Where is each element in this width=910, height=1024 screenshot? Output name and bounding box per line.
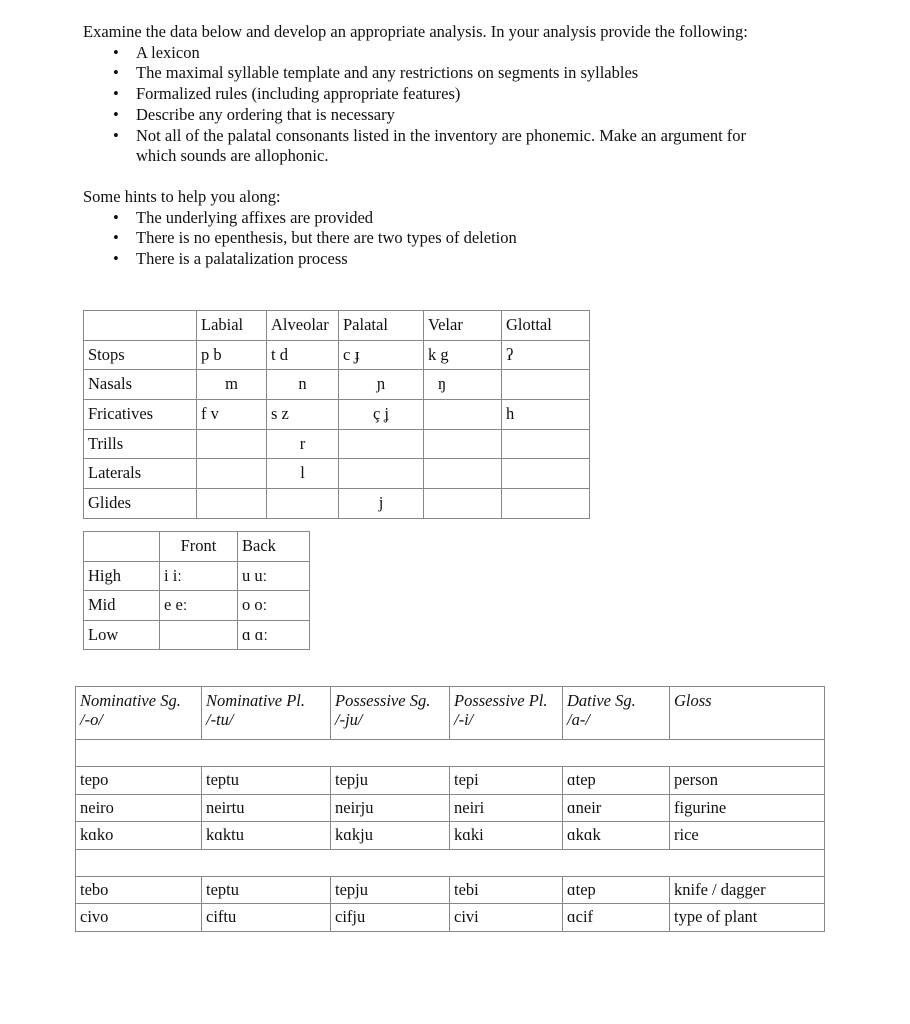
table-cell: civo: [76, 904, 202, 932]
table-header: Palatal: [339, 311, 424, 341]
column-name: Possessive Sg.: [335, 691, 431, 710]
table-cell: t d: [267, 340, 339, 370]
table-cell: k g: [424, 340, 502, 370]
table-cell: u uː: [238, 561, 310, 591]
table-header: Velar: [424, 311, 502, 341]
table-header: [670, 687, 825, 740]
column-name: Nominative Sg.: [80, 691, 181, 710]
table-row: [84, 429, 590, 459]
table-cell: neiri: [450, 794, 563, 822]
table-row: [76, 767, 825, 795]
table-cell: p b: [197, 340, 267, 370]
table-cell: [267, 489, 339, 519]
table-cell: tepju: [331, 876, 450, 904]
column-name: Nominative Pl.: [206, 691, 305, 710]
table-row: [84, 591, 310, 621]
table-row: [84, 370, 590, 400]
table-cell: [502, 429, 590, 459]
table-cell: ŋ: [424, 370, 502, 400]
table-header: Alveolar: [267, 311, 339, 341]
column-affix: /-o/: [80, 710, 103, 729]
paradigm-data-table: [75, 686, 825, 932]
row-label: Fricatives: [84, 400, 197, 430]
table-header-row: [76, 687, 825, 740]
table-cell: h: [502, 400, 590, 430]
table-cell: civi: [450, 904, 563, 932]
row-label: Laterals: [84, 459, 197, 489]
row-label: Mid: [84, 591, 160, 621]
table-row: [84, 400, 590, 430]
table-cell: tepju: [331, 767, 450, 795]
table-header: [76, 687, 202, 740]
table-row: [76, 876, 825, 904]
table-cell: neiro: [76, 794, 202, 822]
table-cell: cifju: [331, 904, 450, 932]
table-row: [84, 459, 590, 489]
hints-block: [83, 187, 517, 270]
table-header: [563, 687, 670, 740]
table-cell: s z: [267, 400, 339, 430]
table-cell: n: [267, 370, 339, 400]
table-cell: i iː: [160, 561, 238, 591]
column-affix: /a-/: [567, 710, 590, 729]
table-cell: [197, 429, 267, 459]
table-cell: l: [267, 459, 339, 489]
table-cell: [160, 620, 238, 650]
table-row: [76, 822, 825, 850]
table-cell: [76, 740, 825, 767]
table-header: [331, 687, 450, 740]
table-cell: j: [339, 489, 424, 519]
table-cell: [84, 311, 197, 341]
table-header: Front: [160, 532, 238, 562]
table-cell: tepi: [450, 767, 563, 795]
table-row: [84, 340, 590, 370]
table-cell: ciftu: [202, 904, 331, 932]
row-label: Glides: [84, 489, 197, 519]
column-affix: /-i/: [454, 710, 474, 729]
table-cell: kɑktu: [202, 822, 331, 850]
list-item-text: Not all of the palatal consonants listed in the inventory are phonemic. Make an argument for: [136, 125, 747, 145]
table-row: [84, 561, 310, 591]
column-name: Gloss: [674, 691, 712, 710]
table-cell: c ɟ: [339, 340, 424, 370]
table-cell: figurine: [670, 794, 825, 822]
table-cell: neirtu: [202, 794, 331, 822]
hints-list: [83, 208, 517, 270]
table-row: [76, 904, 825, 932]
table-cell: kɑkju: [331, 822, 450, 850]
spacer-row: [76, 849, 825, 876]
table-cell: [424, 400, 502, 430]
table-cell: [339, 429, 424, 459]
list-item: • There is no epenthesis, but there are two types of deletion: [83, 228, 517, 249]
row-label: Low: [84, 620, 160, 650]
table-header: Glottal: [502, 311, 590, 341]
table-row: [84, 489, 590, 519]
instructions-list: [83, 43, 748, 167]
list-item: [83, 126, 748, 167]
table-cell: [424, 429, 502, 459]
table-cell: ɑtep: [563, 767, 670, 795]
table-cell: tebo: [76, 876, 202, 904]
instructions-block: [83, 22, 748, 167]
list-item: • Formalized rules (including appropriate features): [83, 84, 748, 105]
column-name: Dative Sg.: [567, 691, 636, 710]
table-cell: person: [670, 767, 825, 795]
hints-heading: Some hints to help you along:: [83, 187, 281, 206]
table-cell: ɑneir: [563, 794, 670, 822]
row-label: High: [84, 561, 160, 591]
table-cell: kɑko: [76, 822, 202, 850]
table-header: Labial: [197, 311, 267, 341]
table-header-row: [84, 311, 590, 341]
row-label: Trills: [84, 429, 197, 459]
table-header: Back: [238, 532, 310, 562]
table-cell: neirju: [331, 794, 450, 822]
table-cell: [197, 489, 267, 519]
table-cell: teptu: [202, 876, 331, 904]
list-item: • The underlying affixes are provided: [83, 208, 517, 229]
table-cell: [76, 849, 825, 876]
column-affix: /-ju/: [335, 710, 363, 729]
table-header-row: [84, 532, 310, 562]
table-cell: rice: [670, 822, 825, 850]
spacer-row: [76, 740, 825, 767]
consonant-inventory-table: [83, 310, 590, 519]
table-cell: ʔ: [502, 340, 590, 370]
column-affix: /-tu/: [206, 710, 234, 729]
table-cell: ç ʝ: [339, 400, 424, 430]
table-header: [450, 687, 563, 740]
vowel-inventory-table: [83, 531, 310, 650]
table-cell: ɑcif: [563, 904, 670, 932]
table-cell: f v: [197, 400, 267, 430]
table-cell: [502, 489, 590, 519]
table-cell: knife / dagger: [670, 876, 825, 904]
row-label: Nasals: [84, 370, 197, 400]
list-item: • Describe any ordering that is necessary: [83, 105, 748, 126]
table-header: [202, 687, 331, 740]
table-cell: [424, 459, 502, 489]
list-item: • There is a palatalization process: [83, 249, 517, 270]
table-cell: ɑtep: [563, 876, 670, 904]
table-cell: [502, 370, 590, 400]
column-name: Possessive Pl.: [454, 691, 548, 710]
table-cell: o oː: [238, 591, 310, 621]
row-label: Stops: [84, 340, 197, 370]
table-cell: [84, 532, 160, 562]
list-item: • A lexicon: [83, 43, 748, 64]
table-cell: m: [197, 370, 267, 400]
table-cell: ɲ: [339, 370, 424, 400]
table-cell: [197, 459, 267, 489]
table-cell: [502, 459, 590, 489]
table-cell: [424, 489, 502, 519]
table-row: [76, 794, 825, 822]
table-row: [84, 620, 310, 650]
list-item-text-continued: which sounds are allophonic.: [136, 146, 329, 166]
table-cell: [339, 459, 424, 489]
list-item: • The maximal syllable template and any restrictions on segments in syllables: [83, 63, 748, 84]
table-cell: teptu: [202, 767, 331, 795]
instructions-heading: Examine the data below and develop an appropriate analysis. In your analysis provide the following:: [83, 22, 748, 41]
table-cell: tepo: [76, 767, 202, 795]
table-cell: ɑ ɑː: [238, 620, 310, 650]
table-cell: e eː: [160, 591, 238, 621]
table-cell: type of plant: [670, 904, 825, 932]
table-cell: ɑkɑk: [563, 822, 670, 850]
table-cell: tebi: [450, 876, 563, 904]
table-cell: kɑki: [450, 822, 563, 850]
table-cell: r: [267, 429, 339, 459]
